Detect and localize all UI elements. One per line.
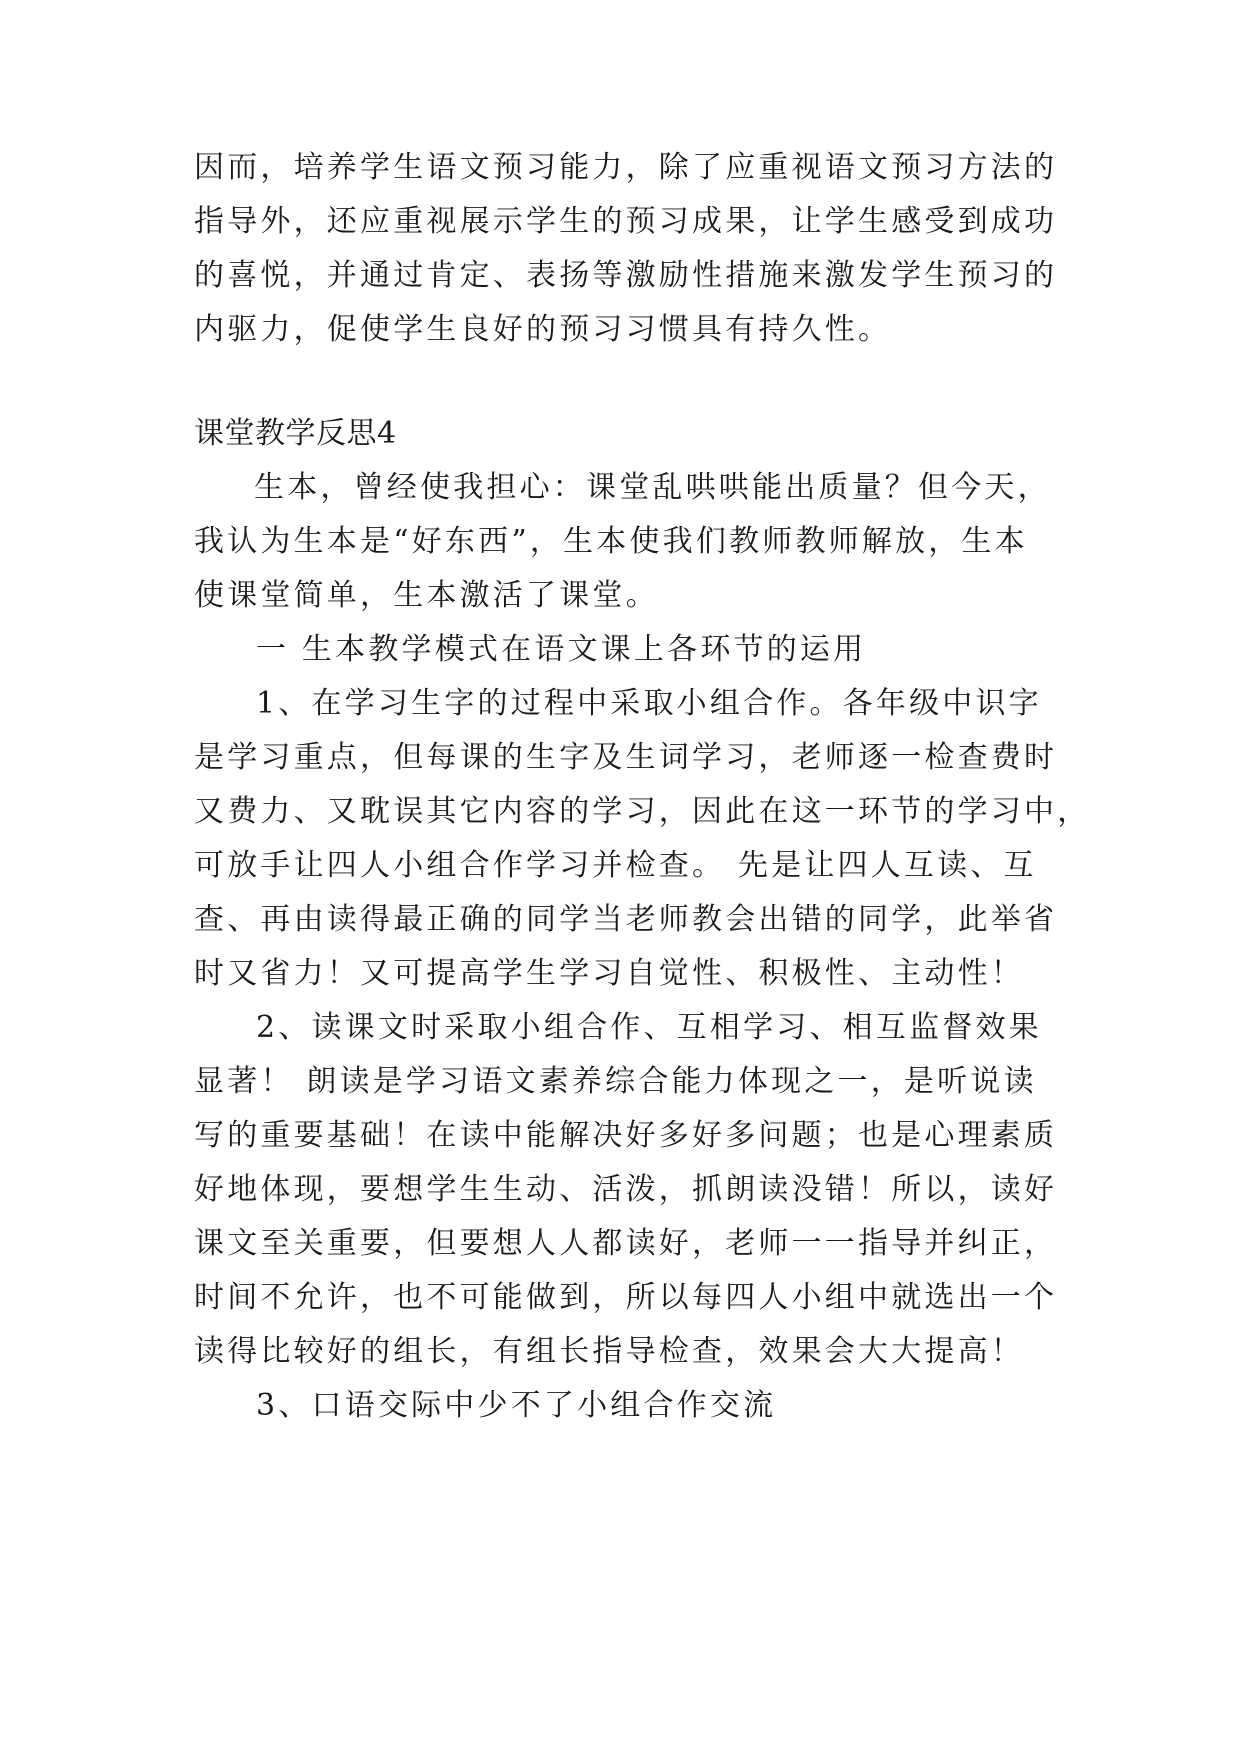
- paragraph-line: 3、口语交际中少不了小组合作交流: [256, 1388, 777, 1423]
- paragraph-line: 使课堂简单，生本激活了课堂。: [194, 578, 659, 613]
- paragraph-line: 的喜悦，并通过肯定、表扬等激励性措施来激发学生预习的: [194, 258, 1058, 293]
- subheading: 一 生本教学模式在语文课上各环节的运用: [256, 632, 867, 667]
- paragraph-line: 2、读课文时采取小组合作、互相学习、相互监督效果: [256, 1010, 1042, 1045]
- paragraph-line: 时又省力！又可提高学生学习自觉性、积极性、主动性！: [194, 956, 1024, 991]
- paragraph-line: 我认为生本是“好东西”，生本使我们教师教师解放，生本: [194, 524, 1028, 559]
- paragraph-line: 是学习重点，但每课的生字及生词学习，老师逐一检查费时: [194, 740, 1058, 775]
- paragraph-line: 内驱力，促使学生良好的预习习惯具有持久性。: [194, 312, 892, 347]
- section-title: 课堂教学反思4: [194, 416, 397, 451]
- paragraph-line: 因而，培养学生语文预习能力，除了应重视语文预习方法的: [194, 150, 1058, 185]
- paragraph-line: 指导外，还应重视展示学生的预习成果，让学生感受到成功: [194, 204, 1058, 239]
- paragraph-line: 显著！ 朗读是学习语文素养综合能力体现之一，是听说读: [194, 1064, 1037, 1099]
- paragraph-line: 时间不允许，也不可能做到，所以每四人小组中就选出一个: [194, 1280, 1058, 1315]
- paragraph-line: 读得比较好的组长，有组长指导检查，效果会大大提高！: [194, 1334, 1024, 1369]
- paragraph-line: 写的重要基础！在读中能解决好多好多问题；也是心理素质: [194, 1118, 1058, 1153]
- paragraph-line: 查、再由读得最正确的同学当老师教会出错的同学，此举省: [194, 902, 1058, 937]
- paragraph-line: 好地体现，要想学生生动、活泼，抓朗读没错！所以，读好: [194, 1172, 1058, 1207]
- paragraph-line: 1、在学习生字的过程中采取小组合作。各年级中识字: [256, 686, 1042, 721]
- paragraph-line: 又费力、又耽误其它内容的学习，因此在这一环节的学习中，: [194, 794, 1091, 829]
- paragraph-line: 可放手让四人小组合作学习并检查。 先是让四人互读、互: [194, 848, 1037, 883]
- paragraph-line: 生本，曾经使我担心：课堂乱哄哄能出质量？但今天，: [254, 470, 1051, 505]
- paragraph-line: 课文至关重要，但要想人人都读好，老师一一指导并纠正，: [194, 1226, 1058, 1261]
